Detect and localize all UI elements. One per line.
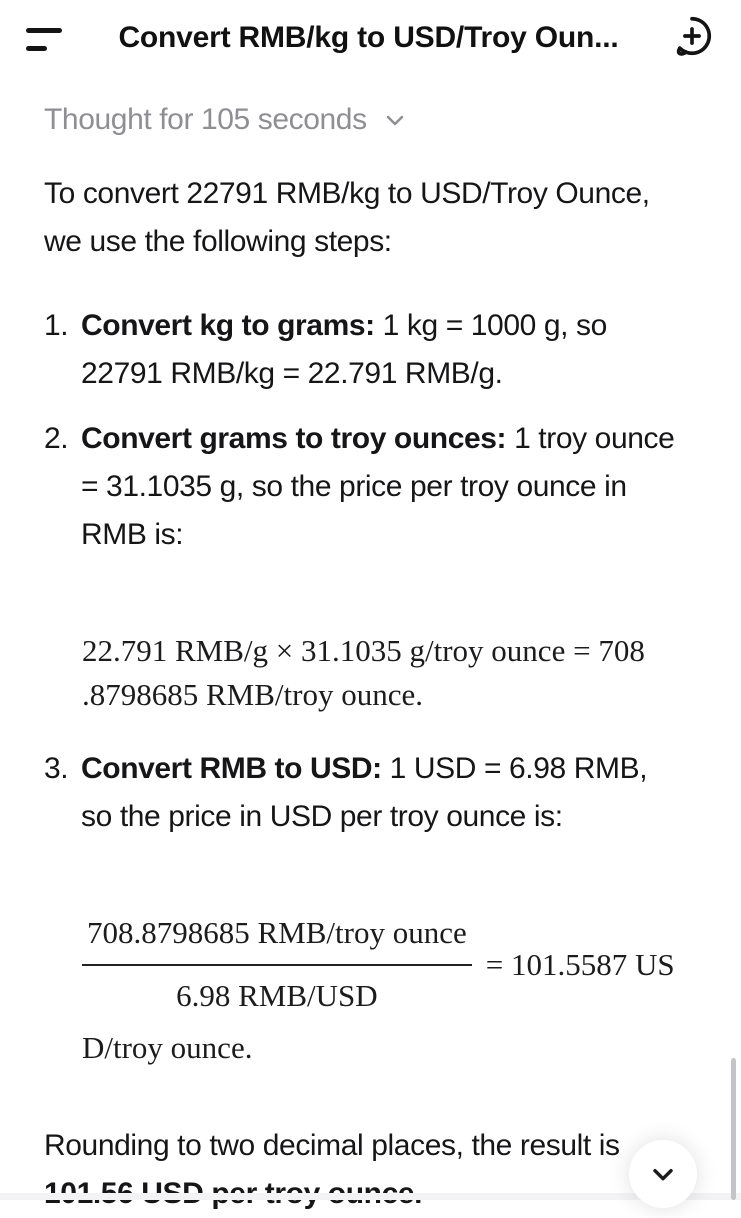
input-bar-edge bbox=[0, 1193, 741, 1200]
list-number: 3. bbox=[44, 752, 69, 785]
step-title: Convert RMB to USD: bbox=[81, 752, 382, 785]
steps-list bbox=[44, 302, 697, 1070]
scrollbar[interactable] bbox=[731, 1058, 736, 1200]
scroll-to-bottom-button[interactable] bbox=[629, 1140, 697, 1208]
fraction-denominator: 6.98 RMB/USD bbox=[176, 978, 378, 1013]
list-item-3: 3. Convert RMB to USD: 1 USD = 6.98 RMB, so the price in USD per troy ounce is: bbox=[44, 745, 697, 841]
list-item-2: 2. Convert grams to troy ounces: 1 troy ounce = 31.1035 g, so the price per troy ounce in RMB is: bbox=[44, 415, 697, 559]
chevron-down-icon bbox=[647, 1158, 679, 1190]
thought-duration-label: Thought for 105 seconds bbox=[44, 103, 367, 136]
list-item-1: 1. Convert kg to grams: 1 kg = 1000 g, so 22791 RMB/kg = 22.791 RMB/g. bbox=[44, 302, 697, 398]
page-title: Convert RMB/kg to USD/Troy Oun... bbox=[118, 21, 619, 54]
assistant-message bbox=[0, 170, 741, 1218]
math-formula-multiplication: 22.791 RMB/g × 31.1035 g/troy ounce = 708 .8798685 RMB/troy ounce. bbox=[82, 633, 645, 712]
intro-paragraph: To convert 22791 RMB/kg to USD/Troy Ounce, we use the following steps: bbox=[44, 177, 650, 258]
chevron-down-icon bbox=[383, 108, 407, 132]
step-title: Convert grams to troy ounces: bbox=[81, 422, 507, 455]
list-number: 2. bbox=[44, 422, 69, 455]
math-formula-fraction bbox=[82, 911, 697, 1070]
fraction-result: = 101.5587 US bbox=[485, 946, 675, 982]
fraction bbox=[82, 911, 472, 1018]
sidebar-menu-icon[interactable] bbox=[26, 26, 72, 51]
conclusion-paragraph: Rounding to two decimal places, the result is bbox=[44, 1122, 697, 1218]
fraction-result-wrap: D/troy ounce. bbox=[82, 1030, 253, 1065]
list-number: 1. bbox=[44, 309, 69, 342]
top-bar bbox=[0, 0, 741, 76]
step-title: Convert kg to grams: bbox=[81, 309, 375, 342]
fraction-numerator: 708.8798685 RMB/troy ounce bbox=[82, 911, 472, 966]
new-chat-button[interactable] bbox=[665, 13, 715, 64]
thought-duration-toggle[interactable] bbox=[44, 103, 697, 137]
new-chat-plus-icon bbox=[669, 13, 715, 64]
